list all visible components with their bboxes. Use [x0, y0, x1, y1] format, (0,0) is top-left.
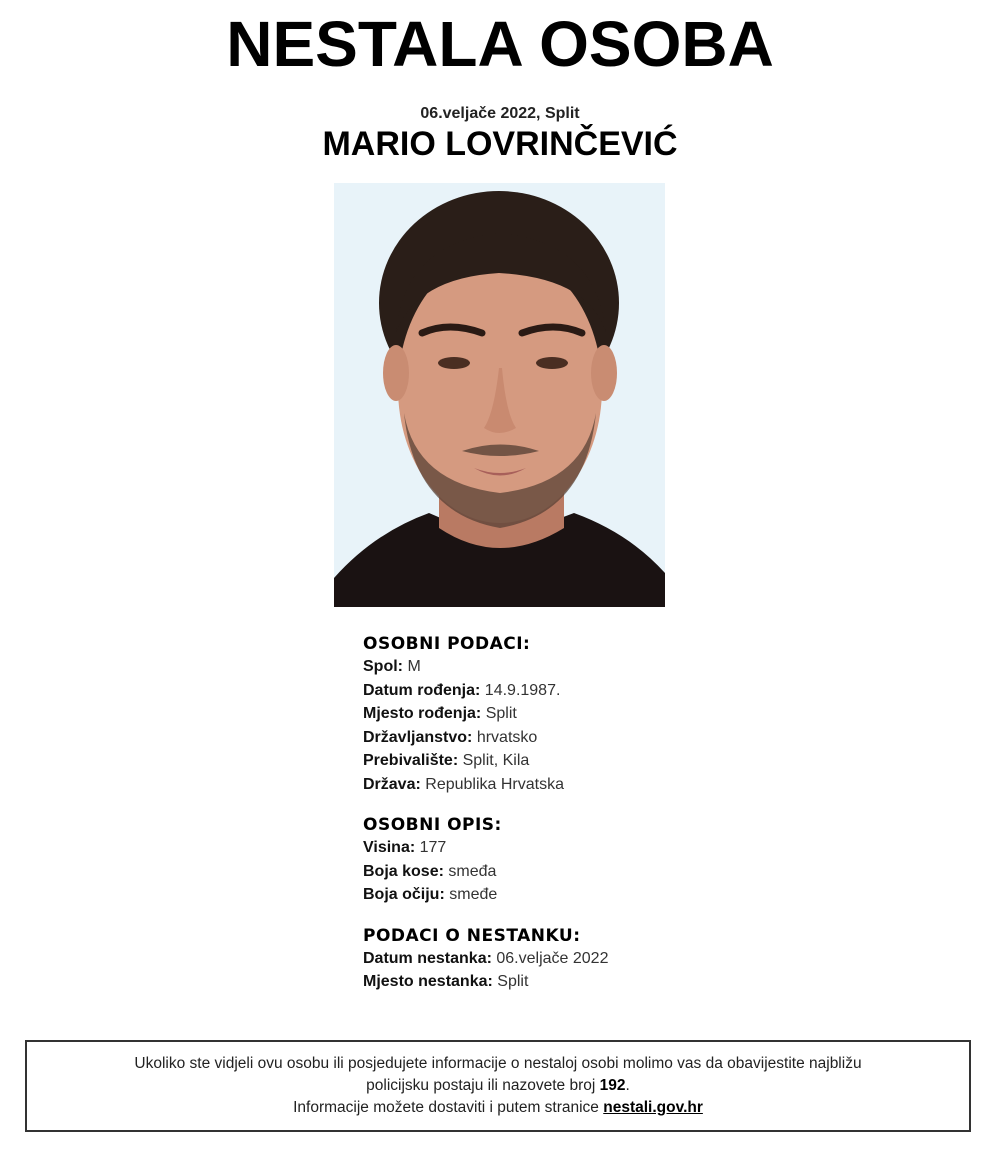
- personal-data-section: [363, 633, 763, 796]
- field-value: Republika Hrvatska: [425, 775, 564, 793]
- date-location-subtitle: 06.veljače 2022, Split: [420, 105, 580, 122]
- section-title-personal-data: OSOBNI PODACI:: [363, 634, 531, 654]
- poster-title: NESTALA OSOBA: [226, 8, 774, 80]
- field-eye-color: [363, 883, 763, 907]
- field-value: M: [407, 658, 421, 675]
- section-title-disappearance: PODACI O NESTANKU:: [363, 925, 581, 946]
- field-disappearance-date: [363, 947, 763, 971]
- field-citizenship: [363, 726, 763, 750]
- field-hair-color: [363, 860, 763, 884]
- field-label: Mjesto nestanka:: [363, 973, 493, 990]
- field-value: hrvatsko: [476, 728, 538, 746]
- field-residence: [363, 749, 763, 773]
- field-value: Split: [485, 705, 517, 722]
- field-label: Datum rođenja:: [363, 681, 481, 699]
- notice-line-2-text: policijsku postaju ili nazovete broj: [366, 1077, 600, 1094]
- field-label: Datum nestanka:: [363, 949, 492, 967]
- field-label: Visina:: [363, 839, 416, 856]
- field-label: Državljanstvo:: [363, 728, 473, 746]
- field-value: smeđe: [449, 886, 498, 903]
- notice-line-3: [27, 1097, 969, 1119]
- portrait-illustration: [334, 183, 665, 607]
- field-disappearance-place: [363, 970, 763, 994]
- field-label: Prebivalište:: [363, 752, 459, 769]
- field-value: Split: [497, 973, 529, 990]
- field-value: 14.9.1987.: [484, 681, 561, 699]
- field-label: Država:: [363, 775, 421, 793]
- field-sex: [363, 655, 763, 679]
- field-place-of-birth: [363, 702, 763, 726]
- field-label: Spol:: [363, 658, 403, 675]
- field-label: Boja kose:: [363, 862, 444, 880]
- field-date-of-birth: [363, 679, 763, 703]
- person-name: MARIO LOVRINČEVIĆ: [322, 125, 678, 163]
- field-value: Split, Kila: [462, 752, 530, 769]
- police-phone-number: 192: [599, 1077, 626, 1094]
- notice-line-2: [27, 1075, 969, 1097]
- section-title-personal-description: OSOBNI OPIS:: [363, 815, 502, 835]
- info-block: [363, 633, 763, 1012]
- nestali-website-link[interactable]: nestali.gov.hr: [603, 1099, 703, 1116]
- notice-line-2-end: .: [625, 1077, 630, 1094]
- field-label: Mjesto rođenja:: [363, 705, 482, 722]
- field-height: [363, 836, 763, 860]
- field-label: Boja očiju:: [363, 886, 445, 903]
- disappearance-section: [363, 925, 763, 994]
- person-photo: [334, 183, 665, 607]
- field-value: 177: [419, 839, 447, 856]
- contact-notice-box: [25, 1040, 971, 1132]
- notice-line-1: Ukoliko ste vidjeli ovu osobu ili posjedujete informacije o nestaloj osobi molimo vas da obavijestite najbližu: [134, 1055, 862, 1072]
- notice-line-3-text: Informacije možete dostaviti i putem stranice: [293, 1099, 604, 1116]
- field-value: smeđa: [448, 862, 497, 880]
- personal-description-section: [363, 814, 763, 907]
- field-value: 06.veljače 2022: [496, 949, 609, 967]
- field-country: [363, 773, 763, 797]
